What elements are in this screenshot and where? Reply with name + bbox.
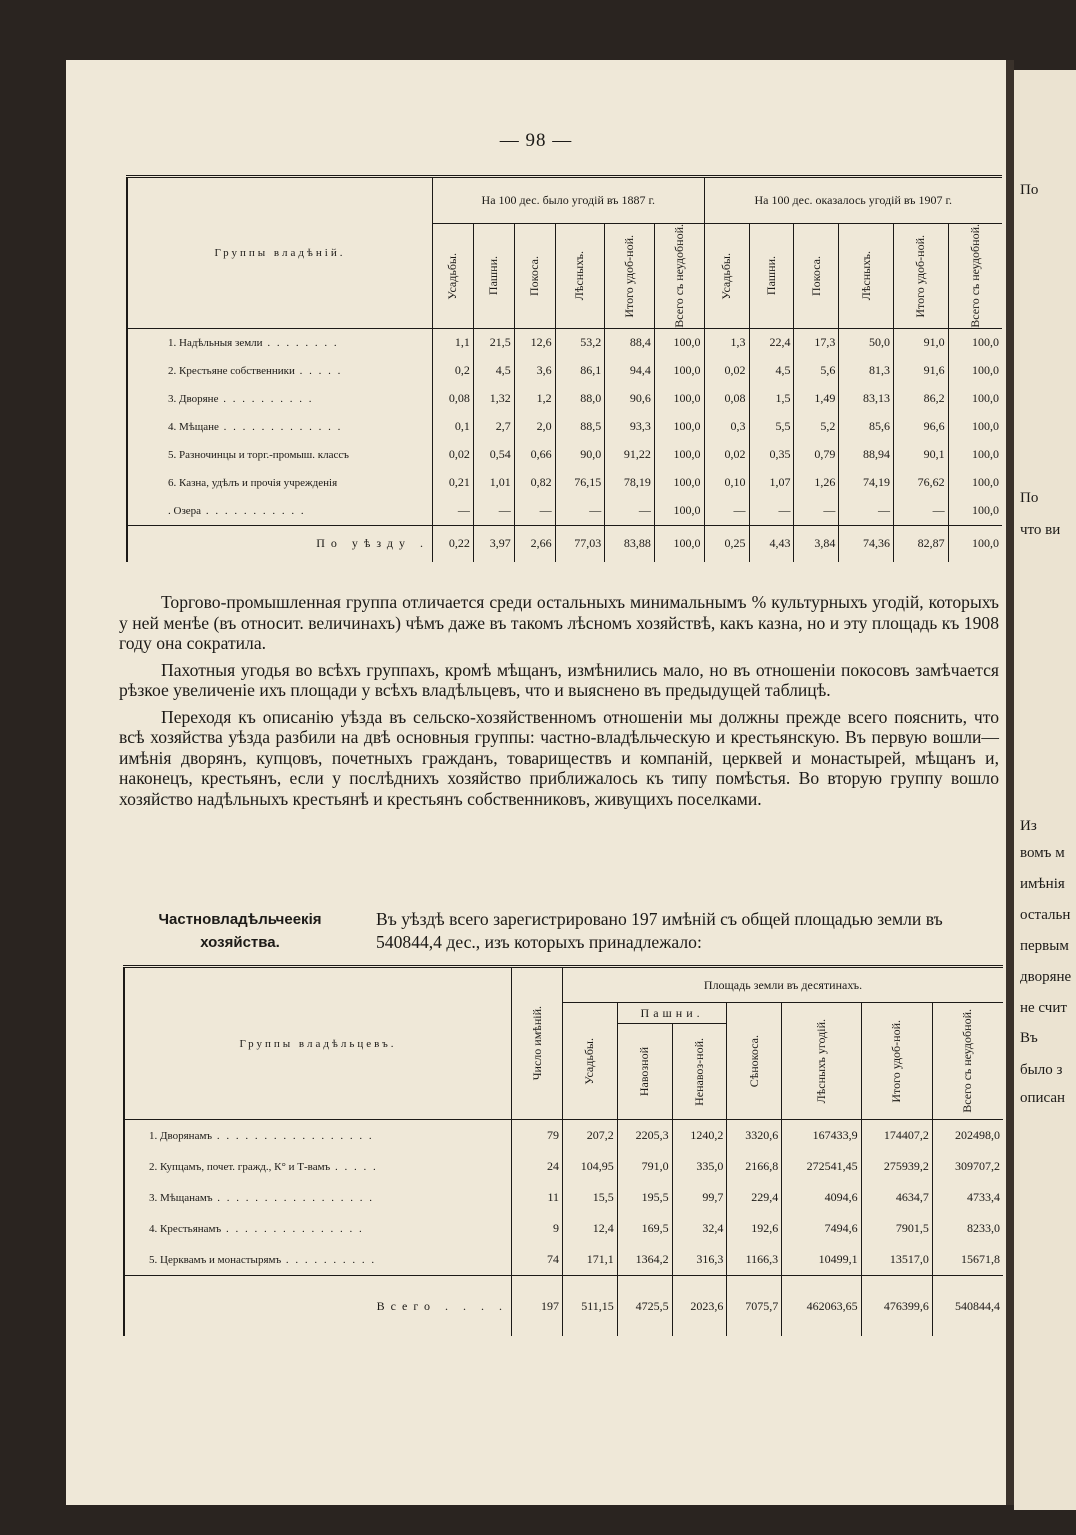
table-cell: 100,0 xyxy=(654,385,704,413)
table-cell: 83,13 xyxy=(839,385,894,413)
adjacent-page-text: описан xyxy=(1020,1090,1066,1106)
table-cell: 0,82 xyxy=(514,469,555,497)
leader-dots: . . . . . . . . . . xyxy=(281,1253,377,1266)
total-cell: 3,97 xyxy=(473,525,514,562)
table-cell: 0,02 xyxy=(704,357,749,385)
table-cell: — xyxy=(555,497,605,526)
leader-dots: . . . . . . . . . . . . . . . . . xyxy=(212,1191,375,1204)
table-cell: 2,0 xyxy=(514,413,555,441)
table-cell: 0,35 xyxy=(749,441,794,469)
row-label xyxy=(124,1182,512,1213)
table-cell: 7494,6 xyxy=(782,1213,861,1244)
total-cell: 511,15 xyxy=(563,1276,618,1337)
col-header: Лѣсныхъ угодій. xyxy=(782,1003,861,1120)
table-cell: 192,6 xyxy=(727,1213,782,1244)
col-header: Покоса. xyxy=(794,224,839,329)
paragraph: Торгово-промышленная группа отличается среди остальныхъ минимальнымъ % культурныхъ угодій, которыхъ у ней менѣе (въ относит. величинахъ) чѣмъ даже въ такомъ лѣсномъ хозяйствѣ, какъ казна, но и эту площадь къ 1908 году она сократила. xyxy=(119,592,999,653)
table-cell: 91,22 xyxy=(605,441,655,469)
table-cell: 100,0 xyxy=(948,413,1002,441)
table-cell: 10499,1 xyxy=(782,1244,861,1276)
table-cell: 100,0 xyxy=(948,441,1002,469)
total-cell: 476399,6 xyxy=(861,1276,932,1337)
total-cell: 0,22 xyxy=(433,525,474,562)
table-cell: 100,0 xyxy=(654,441,704,469)
row-label xyxy=(127,497,433,526)
side-paragraph: Въ уѣздѣ всего зарегистрировано 197 имѣній съ общей площадью земли въ 540844,4 дес., изъ которыхъ принадлежало: xyxy=(376,909,943,952)
table-cell: 99,7 xyxy=(672,1182,727,1213)
table-cell: 94,4 xyxy=(605,357,655,385)
row-label-text: 5. Разночинцы и торг.-промыш. классъ xyxy=(168,448,349,461)
row-label xyxy=(127,469,433,497)
table-cell: 335,0 xyxy=(672,1151,727,1182)
adjacent-page-text: Въ xyxy=(1020,1030,1038,1046)
table-cell: 0,3 xyxy=(704,413,749,441)
col-header: Пашни. xyxy=(473,224,514,329)
table-cell: 11 xyxy=(512,1182,563,1213)
book-page xyxy=(66,60,1006,1505)
table-cell: 17,3 xyxy=(794,328,839,357)
leader-dots: . . . . . . . . . . . xyxy=(201,504,306,517)
col-header: Усадьбы. xyxy=(433,224,474,329)
row-label-text: 5. Церквамъ и монастырямъ xyxy=(149,1253,282,1266)
table-cell: 5,2 xyxy=(794,413,839,441)
total-cell: 83,88 xyxy=(605,525,655,562)
row-label-text: 3. Дворяне xyxy=(168,392,219,405)
table-cell: 100,0 xyxy=(948,328,1002,357)
row-label-text: 3. Мѣщанамъ xyxy=(149,1191,213,1204)
table-cell: 74 xyxy=(512,1244,563,1276)
table-cell: 171,1 xyxy=(563,1244,618,1276)
leader-dots: . . . . . xyxy=(330,1160,378,1173)
table-cell: 275939,2 xyxy=(861,1151,932,1182)
adjacent-page-text: имѣнія xyxy=(1020,876,1065,892)
col-header: Число имѣній. xyxy=(512,967,563,1120)
table-cell: 1,3 xyxy=(704,328,749,357)
table-cell: 9 xyxy=(512,1213,563,1244)
adjacent-page-text: По xyxy=(1020,490,1039,506)
table-cell: 272541,45 xyxy=(782,1151,861,1182)
table-cell: 5,5 xyxy=(749,413,794,441)
table-row xyxy=(124,1244,1003,1276)
adjacent-page-text: дворяне xyxy=(1020,969,1072,985)
total-cell: 4,43 xyxy=(749,525,794,562)
table-cell: 86,1 xyxy=(555,357,605,385)
col-header: Усадьбы. xyxy=(704,224,749,329)
adjacent-page-text: первым xyxy=(1020,938,1069,954)
row-label xyxy=(124,1151,512,1182)
table-cell: 0,66 xyxy=(514,441,555,469)
table-cell: 15671,8 xyxy=(932,1244,1003,1276)
table-row xyxy=(127,328,1002,357)
col-header: Всего съ неудобной. xyxy=(948,224,1002,329)
table-cell: 100,0 xyxy=(948,469,1002,497)
row-label-text: 6. Казна, удѣлъ и прочія учрежденія xyxy=(168,476,338,489)
table-cell: 1364,2 xyxy=(617,1244,672,1276)
table-cell: 50,0 xyxy=(839,328,894,357)
row-label-text: 1. Дворянамъ xyxy=(149,1129,213,1142)
table-cell: 90,0 xyxy=(555,441,605,469)
table-cell: 100,0 xyxy=(654,357,704,385)
table-cell: 90,1 xyxy=(893,441,948,469)
table-cell: 0,02 xyxy=(433,441,474,469)
table-row xyxy=(124,1120,1003,1152)
table-row xyxy=(124,1151,1003,1182)
row-label xyxy=(127,328,433,357)
table-cell: 4,5 xyxy=(749,357,794,385)
table-cell: — xyxy=(605,497,655,526)
total-cell: 2023,6 xyxy=(672,1276,727,1337)
table-row xyxy=(124,1213,1003,1244)
table-cell: 2166,8 xyxy=(727,1151,782,1182)
table-cell: 3,6 xyxy=(514,357,555,385)
leader-dots: . . . . . . . . . . . . . xyxy=(218,420,343,433)
table-cell: 8233,0 xyxy=(932,1213,1003,1244)
table-cell: — xyxy=(433,497,474,526)
total-label: Всего . . . . xyxy=(124,1276,512,1337)
total-label: По уѣзду . xyxy=(127,525,433,562)
col-header: Сѣнокоса. xyxy=(727,1003,782,1120)
adjacent-page-text: Из xyxy=(1020,818,1037,834)
total-cell: 3,84 xyxy=(794,525,839,562)
table-cell: — xyxy=(839,497,894,526)
table-cell: 91,6 xyxy=(893,357,948,385)
table-cell: 15,5 xyxy=(563,1182,618,1213)
col-header: Усадьбы. xyxy=(563,1003,618,1120)
table-cell: 316,3 xyxy=(672,1244,727,1276)
row-label xyxy=(127,385,433,413)
table2-group-header: Группы владѣльцевъ. xyxy=(124,967,512,1120)
table2-plough-header: Пашни. xyxy=(617,1003,727,1024)
row-label xyxy=(127,413,433,441)
table-cell: 12,6 xyxy=(514,328,555,357)
col-header: Всего съ неудобной. xyxy=(932,1003,1003,1120)
table-cell: 24 xyxy=(512,1151,563,1182)
table-cell: 100,0 xyxy=(948,357,1002,385)
table-cell: 5,6 xyxy=(794,357,839,385)
table-cell: 0,08 xyxy=(704,385,749,413)
adjacent-page-text: не счит xyxy=(1020,1000,1067,1016)
adjacent-page-text: По xyxy=(1020,182,1039,198)
table-cell: 1,32 xyxy=(473,385,514,413)
table-row xyxy=(127,441,1002,469)
total-cell: 540844,4 xyxy=(932,1276,1003,1337)
table-cell: 0,79 xyxy=(794,441,839,469)
adjacent-page-text: остальн xyxy=(1020,907,1071,923)
table-cell: 78,19 xyxy=(605,469,655,497)
adjacent-page-text: вомъ м xyxy=(1020,845,1065,861)
table-cell: 81,3 xyxy=(839,357,894,385)
table-cell: 167433,9 xyxy=(782,1120,861,1152)
table-cell: 100,0 xyxy=(948,497,1002,526)
table-cell: 90,6 xyxy=(605,385,655,413)
total-cell: 4725,5 xyxy=(617,1276,672,1337)
table-cell: 1240,2 xyxy=(672,1120,727,1152)
table-cell: 13517,0 xyxy=(861,1244,932,1276)
col-header: Ненавоз-ной. xyxy=(672,1024,727,1120)
row-label xyxy=(124,1213,512,1244)
table-cell: — xyxy=(473,497,514,526)
table-cell: 32,4 xyxy=(672,1213,727,1244)
table-cell: 1,49 xyxy=(794,385,839,413)
table-cell: 1,01 xyxy=(473,469,514,497)
table-cell: 229,4 xyxy=(727,1182,782,1213)
leader-dots: . . . . . . . . . . . . . . . . . xyxy=(212,1129,374,1142)
table-cell: 2,7 xyxy=(473,413,514,441)
total-cell: 0,25 xyxy=(704,525,749,562)
total-cell: 100,0 xyxy=(948,525,1002,562)
table-cell: 100,0 xyxy=(948,385,1002,413)
table-cell: 88,4 xyxy=(605,328,655,357)
table-cell: 12,4 xyxy=(563,1213,618,1244)
table-cell: — xyxy=(794,497,839,526)
table-cell: 169,5 xyxy=(617,1213,672,1244)
row-label-text: 4. Крестьянамъ xyxy=(149,1222,222,1235)
table-cell: 100,0 xyxy=(654,469,704,497)
total-cell: 77,03 xyxy=(555,525,605,562)
table-cell: 93,3 xyxy=(605,413,655,441)
paragraph: Переходя къ описанію уѣзда въ сельско-хозяйственномъ отношеніи мы должны прежде всего пояснить, что всѣ хозяйства уѣзда разбили на двѣ основныя группы: частно-владѣльческую и крестьянскую. Въ первую вошли—имѣнія дворянъ, купцовъ, почетныхъ гражданъ, товариществъ и компаній, церквей и монастырей, мѣщанъ и, наконецъ, крестьянъ, если у послѣднихъ хозяйство приближалось къ типу помѣстья. Во вторую группу вошло хозяйство надѣльныхъ крестьянѣ и крестьянъ собственниковъ, живущихъ поселками. xyxy=(119,706,999,809)
table-land-shares xyxy=(126,175,1002,562)
table-cell: 91,0 xyxy=(893,328,948,357)
table-cell: 0,21 xyxy=(433,469,474,497)
total-row xyxy=(124,1276,1003,1337)
row-label xyxy=(124,1244,512,1276)
table-cell: 0,10 xyxy=(704,469,749,497)
row-label xyxy=(124,1120,512,1152)
table-cell: 4634,7 xyxy=(861,1182,932,1213)
col-header: Итого удоб-ной. xyxy=(861,1003,932,1120)
table-cell: 0,1 xyxy=(433,413,474,441)
table-cell: 4094,6 xyxy=(782,1182,861,1213)
total-row xyxy=(127,525,1002,562)
leader-dots: . . . . . . . . . . . . . . . xyxy=(221,1222,364,1235)
table-cell: 100,0 xyxy=(654,497,704,526)
row-label-text: 2. Купцамъ, почет. гражд., К° и Т-вамъ xyxy=(149,1160,331,1173)
table-cell: 53,2 xyxy=(555,328,605,357)
table-cell: 309707,2 xyxy=(932,1151,1003,1182)
table-cell: 76,15 xyxy=(555,469,605,497)
table-cell: 21,5 xyxy=(473,328,514,357)
table1-group-header: Группы владѣній. xyxy=(127,177,433,329)
table-cell: — xyxy=(514,497,555,526)
table-cell: 2205,3 xyxy=(617,1120,672,1152)
table-cell: 1166,3 xyxy=(727,1244,782,1276)
total-cell: 462063,65 xyxy=(782,1276,861,1337)
table-cell: — xyxy=(893,497,948,526)
table-cell: 74,19 xyxy=(839,469,894,497)
table-cell: 88,5 xyxy=(555,413,605,441)
side-heading: Частновладѣльчеекія хозяйства. xyxy=(158,911,322,951)
leader-dots: . . . . . xyxy=(294,364,343,377)
table-cell: 0,2 xyxy=(433,357,474,385)
row-label-text: 4. Мѣщане xyxy=(168,420,219,433)
table-row xyxy=(127,469,1002,497)
table-cell: 1,1 xyxy=(433,328,474,357)
table-cell: 1,07 xyxy=(749,469,794,497)
book-spine xyxy=(1006,60,1014,1505)
col-header: Покоса. xyxy=(514,224,555,329)
col-header: Лѣсныхъ. xyxy=(555,224,605,329)
table-cell: 4733,4 xyxy=(932,1182,1003,1213)
table-cell: 791,0 xyxy=(617,1151,672,1182)
table-cell: 100,0 xyxy=(654,413,704,441)
table-cell: 207,2 xyxy=(563,1120,618,1152)
table-cell: 85,6 xyxy=(839,413,894,441)
table-cell: 76,62 xyxy=(893,469,948,497)
table-row xyxy=(127,413,1002,441)
col-header: Всего съ неудобной. xyxy=(654,224,704,329)
adjacent-page-edge xyxy=(1014,70,1076,1510)
page-number: — 98 — xyxy=(499,130,573,151)
table-row xyxy=(127,497,1002,526)
total-cell: 74,36 xyxy=(839,525,894,562)
table-cell: 174407,2 xyxy=(861,1120,932,1152)
body-text xyxy=(119,592,999,815)
adjacent-page-text: что ви xyxy=(1020,522,1061,538)
adjacent-page-text: было з xyxy=(1020,1062,1063,1078)
table-cell: 86,2 xyxy=(893,385,948,413)
table-row xyxy=(124,1182,1003,1213)
table-cell: 96,6 xyxy=(893,413,948,441)
table-cell: 1,5 xyxy=(749,385,794,413)
table-cell: 22,4 xyxy=(749,328,794,357)
paragraph: Пахотныя угодья во всѣхъ группахъ, кромѣ мѣщанъ, измѣнились мало, но въ отношеніи покосовъ замѣчается рѣзкое увеличеніе ихъ площади у всѣхъ владѣльцевъ, что и выяснено въ предыдущей таблицѣ. xyxy=(119,659,999,700)
total-cell: 197 xyxy=(512,1276,563,1337)
row-label xyxy=(127,357,433,385)
table-cell: 7901,5 xyxy=(861,1213,932,1244)
total-cell: 7075,7 xyxy=(727,1276,782,1337)
row-label-text: 2. Крестьяне собственники xyxy=(168,364,295,377)
table-cell: 0,54 xyxy=(473,441,514,469)
col-header: Пашни. xyxy=(749,224,794,329)
table1-header-1887: На 100 дес. было угодій въ 1887 г. xyxy=(433,177,705,224)
table-cell: — xyxy=(704,497,749,526)
table-row xyxy=(127,357,1002,385)
table-cell: 4,5 xyxy=(473,357,514,385)
table2-area-header: Площадь земли въ десятинахъ. xyxy=(563,967,1004,1003)
table-cell: 1,26 xyxy=(794,469,839,497)
total-cell: 2,66 xyxy=(514,525,555,562)
table-cell: 88,94 xyxy=(839,441,894,469)
col-header: Лѣсныхъ. xyxy=(839,224,894,329)
leader-dots: . . . . . . . . . . xyxy=(218,392,314,405)
table-cell: — xyxy=(749,497,794,526)
col-header: Итого удоб-ной. xyxy=(893,224,948,329)
table-row xyxy=(127,385,1002,413)
table-cell: 0,02 xyxy=(704,441,749,469)
row-label xyxy=(127,441,433,469)
col-header: Итого удоб-ной. xyxy=(605,224,655,329)
table-cell: 79 xyxy=(512,1120,563,1152)
col-header: Навозной xyxy=(617,1024,672,1120)
table-cell: 1,2 xyxy=(514,385,555,413)
row-label-text: . Озера xyxy=(168,504,202,517)
table-cell: 3320,6 xyxy=(727,1120,782,1152)
table-cell: 195,5 xyxy=(617,1182,672,1213)
table-cell: 0,08 xyxy=(433,385,474,413)
table-estates xyxy=(123,965,1003,1336)
table-cell: 100,0 xyxy=(654,328,704,357)
total-cell: 82,87 xyxy=(893,525,948,562)
leader-dots: . . . . . . . . xyxy=(262,336,339,349)
table1-header-1907: На 100 дес. оказалось угодій въ 1907 г. xyxy=(704,177,1002,224)
total-cell: 100,0 xyxy=(654,525,704,562)
table-cell: 88,0 xyxy=(555,385,605,413)
table-cell: 104,95 xyxy=(563,1151,618,1182)
row-label-text: 1. Надѣльныя земли xyxy=(168,336,263,349)
table-cell: 202498,0 xyxy=(932,1120,1003,1152)
